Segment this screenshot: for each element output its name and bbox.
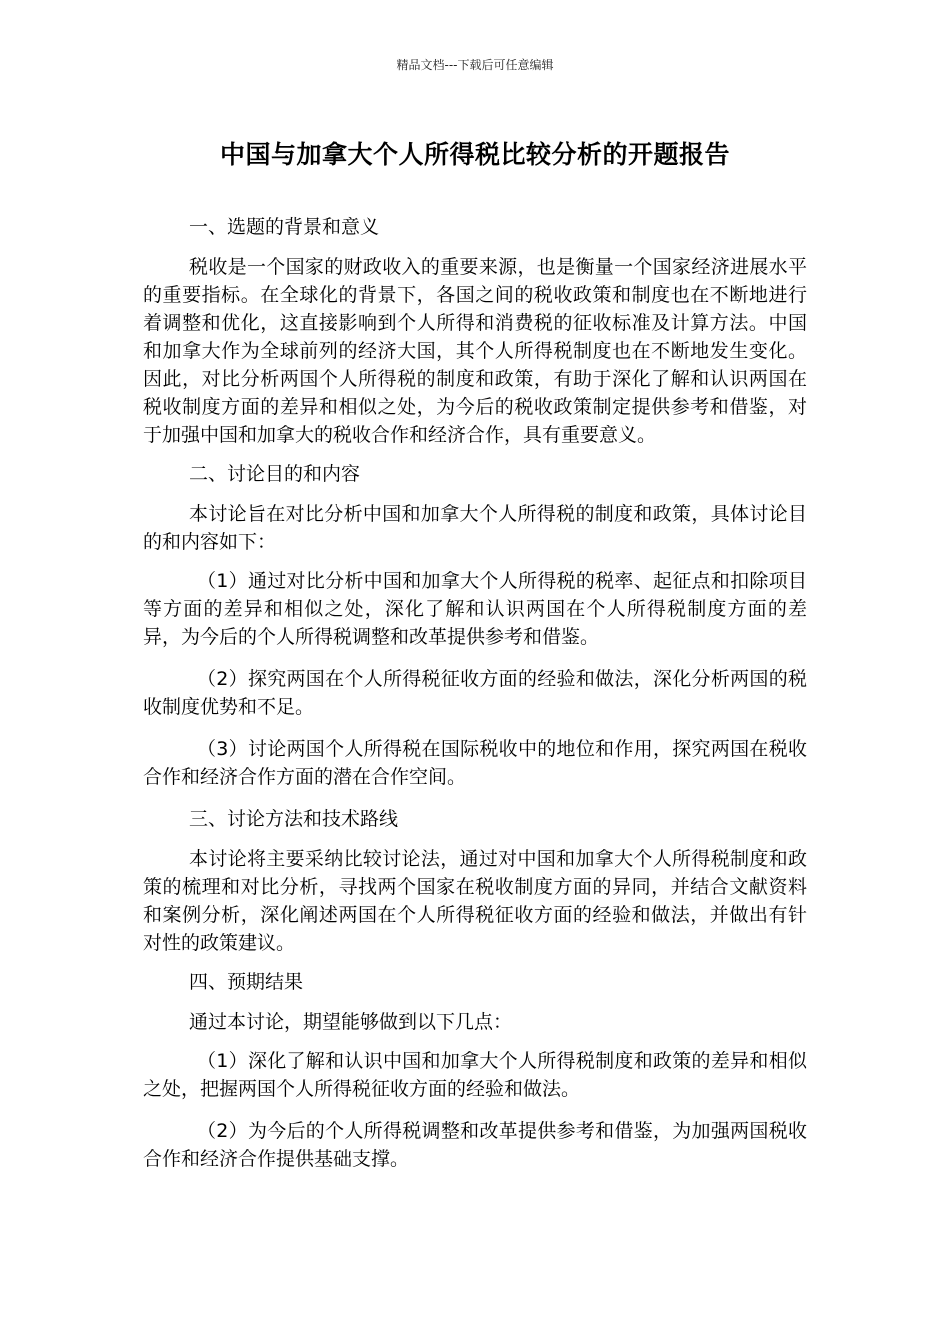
paragraph-background: 税收是一个国家的财政收入的重要来源，也是衡量一个国家经济进展水平的重要指标。在全球化的背景下，各国之间的税收政策和制度也在不断地进行着调整和优化，这直接影响到个人所得和消费税的征收标准及计算方法。中国和加拿大作为全球前列的经济大国，其个人所得税制度也在不断地发生变化。因此，对比分析两国个人所得税的制度和政策，有助于深化了解和认识两国在税收制度方面的差异和相似之处，为今后的税收政策制定提供参考和借鉴，对于加强中国和加拿大的税收合作和经济合作，具有重要意义。 <box>143 256 807 446</box>
list-item-purpose-1: （1）通过对比分析中国和加拿大个人所得税的税率、起征点和扣除项目等方面的差异和相似之处，深化了解和认识两国在个人所得税制度方面的差异，为今后的个人所得税调整和改革提供参考和借鉴。 <box>143 570 807 648</box>
section-heading-purpose: 二、讨论目的和内容 <box>189 463 361 485</box>
list-item-purpose-3: （3）讨论两国个人所得税在国际税收中的地位和作用，探究两国在税收合作和经济合作方面的潜在合作空间。 <box>143 738 807 788</box>
list-item-expected-1: （1）深化了解和认识中国和加拿大个人所得税制度和政策的差异和相似之处，把握两国个人所得税征收方面的经验和做法。 <box>143 1050 807 1100</box>
section-heading-expected-results: 四、预期结果 <box>189 971 304 993</box>
paragraph-method: 本讨论将主要采纳比较讨论法，通过对中国和加拿大个人所得税制度和政策的梳理和对比分析，寻找两个国家在税收制度方面的异同，并结合文献资料和案例分析，深化阐述两国在个人所得税征收方面的经验和做法，并做出有针对性的政策建议。 <box>143 848 807 954</box>
list-item-expected-2: （2）为今后的个人所得税调整和改革提供参考和借鉴，为加强两国税收合作和经济合作提供基础支撑。 <box>143 1120 807 1170</box>
section-heading-background: 一、选题的背景和意义 <box>189 216 380 238</box>
document-title: 中国与加拿大个人所得税比较分析的开题报告 <box>219 140 730 169</box>
paragraph-expected-intro: 通过本讨论，期望能够做到以下几点： <box>189 1011 513 1033</box>
page-header: 精品文档---下载后可任意编辑 <box>396 58 554 72</box>
paragraph-purpose-intro: 本讨论旨在对比分析中国和加拿大个人所得税的制度和政策，具体讨论目的和内容如下： <box>143 503 807 553</box>
document-body <box>143 213 807 1187</box>
list-item-purpose-2: （2）探究两国在个人所得税征收方面的经验和做法，深化分析两国的税收制度优势和不足。 <box>143 668 807 718</box>
section-heading-method: 三、讨论方法和技术路线 <box>189 808 399 830</box>
